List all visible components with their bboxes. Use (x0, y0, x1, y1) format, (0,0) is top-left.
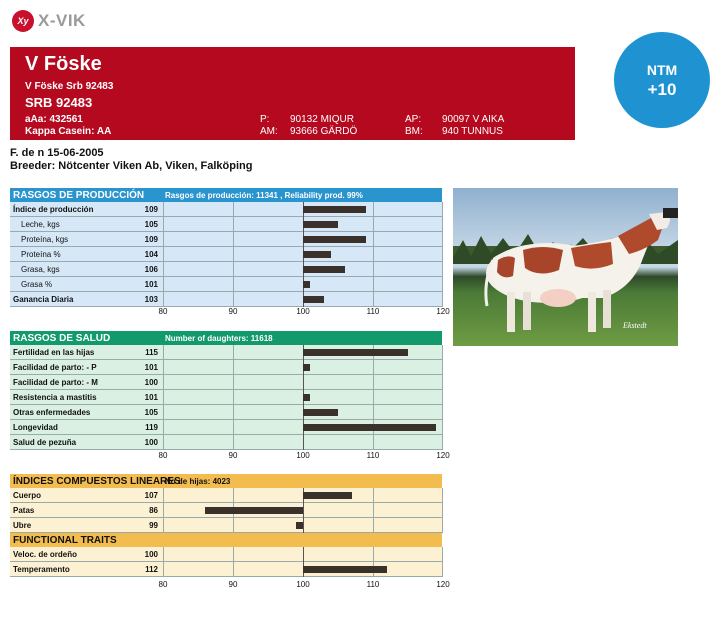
trait-bar (303, 251, 331, 258)
grid-line (163, 277, 164, 292)
grid-line (442, 262, 443, 277)
grid-line (373, 202, 374, 217)
linear-header (10, 474, 442, 488)
trait-value: 100 (144, 550, 158, 559)
trait-plot (163, 390, 443, 405)
trait-value: 100 (144, 378, 158, 387)
trait-bar (303, 364, 310, 371)
health-scale (10, 451, 450, 463)
trait-bar (303, 206, 366, 213)
grid-line (233, 488, 234, 503)
trait-row-veloc-de-ordeno (10, 547, 442, 562)
grid-line (163, 420, 164, 435)
grid-line (442, 277, 443, 292)
trait-value: 100 (144, 438, 158, 447)
trait-value: 106 (144, 265, 158, 274)
grid-line (163, 217, 164, 232)
trait-plot (163, 503, 443, 518)
production-title: RASGOS DE PRODUCCIÓN (13, 189, 145, 201)
grid-line (163, 375, 164, 390)
grid-line (233, 375, 234, 390)
grid-line (442, 202, 443, 217)
grid-line (233, 292, 234, 307)
grid-line (442, 547, 443, 562)
grid-line (233, 345, 234, 360)
grid-line (373, 390, 374, 405)
x-vik-logo-mark: Xy (12, 10, 34, 32)
health-title: RASGOS DE SALUD (13, 332, 111, 344)
trait-bar (303, 409, 338, 416)
trait-bar (303, 492, 352, 499)
trait-plot (163, 345, 443, 360)
trait-row-resistencia-a-mastitis (10, 390, 442, 405)
birth-date: F. de n 15-06-2005 (10, 147, 104, 159)
grid-line (442, 562, 443, 577)
animal-subname: V Föske Srb 92483 (25, 81, 114, 92)
linear-info: No de hijas: 4023 (165, 476, 231, 486)
trait-row-longevidad (10, 420, 442, 435)
grid-line (163, 503, 164, 518)
health-section (10, 331, 442, 450)
grid-line (442, 518, 443, 533)
grid-line (163, 390, 164, 405)
ntm-badge (614, 32, 710, 128)
trait-label: Leche, kgs (21, 220, 60, 229)
functional-header (10, 533, 442, 547)
linear-scale (10, 580, 450, 592)
grid-line (442, 503, 443, 518)
trait-bar (303, 221, 338, 228)
trait-label: Ubre (13, 521, 32, 530)
trait-row-grasa-kgs (10, 262, 442, 277)
grid-line (442, 232, 443, 247)
trait-value: 109 (144, 205, 158, 214)
trait-label: Proteína, kgs (21, 235, 69, 244)
grid-line (163, 488, 164, 503)
grid-line (442, 345, 443, 360)
grid-line (442, 217, 443, 232)
paternal-grandsire-label: AP: (405, 114, 422, 125)
grid-line (233, 435, 234, 450)
trait-value: 112 (145, 565, 158, 574)
grid-line (163, 562, 164, 577)
grid-line (233, 247, 234, 262)
trait-label: Resistencia a mastitis (13, 393, 97, 402)
grid-line (442, 292, 443, 307)
trait-label: Facilidad de parto: - M (13, 378, 98, 387)
trait-bar (205, 507, 303, 514)
maternal-grandsire-label: AM: (260, 126, 278, 137)
scale-tick-120: 120 (436, 451, 450, 460)
trait-value: 101 (144, 393, 158, 402)
trait-label: Patas (13, 506, 35, 515)
grid-line (373, 277, 374, 292)
trait-label: Salud de pezuña (13, 438, 77, 447)
grid-line (442, 420, 443, 435)
trait-plot (163, 217, 443, 232)
trait-plot (163, 262, 443, 277)
grid-line (373, 435, 374, 450)
grid-line (303, 547, 304, 562)
grid-line (442, 390, 443, 405)
grid-line (373, 488, 374, 503)
trait-label: Veloc. de ordeño (13, 550, 78, 559)
x-vik-logo (12, 10, 86, 32)
grid-line (373, 262, 374, 277)
trait-bar (303, 566, 387, 573)
trait-value: 115 (145, 348, 158, 357)
ntm-value: +10 (647, 80, 677, 99)
trait-plot (163, 375, 443, 390)
trait-value: 86 (149, 506, 158, 515)
production-scale (10, 307, 450, 319)
grid-line (163, 292, 164, 307)
grid-line (373, 547, 374, 562)
trait-row-proteina-kgs (10, 232, 442, 247)
animal-aaa: aAa: 432561 (25, 114, 83, 125)
grid-line (163, 405, 164, 420)
health-info: Number of daughters: 11618 (165, 333, 273, 343)
photo-signature: Ekstedt (623, 321, 647, 330)
trait-value: 101 (144, 280, 158, 289)
trait-plot (163, 202, 443, 217)
trait-bar (303, 424, 436, 431)
grid-line (233, 202, 234, 217)
breeder-info: Breeder: Nötcenter Viken Ab, Viken, Falköping (10, 160, 253, 172)
animal-kappa-casein: Kappa Casein: AA (25, 126, 112, 137)
grid-line (163, 435, 164, 450)
trait-value: 119 (145, 423, 158, 432)
trait-plot (163, 435, 443, 450)
grid-line (233, 232, 234, 247)
grid-line (442, 360, 443, 375)
grid-line (163, 547, 164, 562)
grid-line (163, 247, 164, 262)
scale-tick-120: 120 (436, 307, 450, 316)
scale-tick-100: 100 (296, 580, 310, 589)
trait-plot (163, 518, 443, 533)
grid-line (233, 360, 234, 375)
linear-section (10, 474, 442, 577)
grid-line (442, 435, 443, 450)
trait-value: 99 (149, 521, 158, 530)
trait-bar (296, 522, 303, 529)
trait-label: Otras enfermedades (13, 408, 91, 417)
scale-tick-120: 120 (436, 580, 450, 589)
grid-line (373, 503, 374, 518)
trait-plot (163, 488, 443, 503)
trait-value: 105 (144, 408, 158, 417)
trait-plot (163, 420, 443, 435)
trait-row-salud-de-pezuna (10, 435, 442, 450)
trait-plot (163, 547, 443, 562)
grid-line (303, 503, 304, 518)
grid-line (233, 405, 234, 420)
grid-line (373, 405, 374, 420)
trait-label: Grasa, kgs (21, 265, 60, 274)
scale-tick-80: 80 (158, 580, 168, 589)
trait-label: Grasa % (21, 280, 53, 289)
grid-line (373, 217, 374, 232)
trait-row-ganancia-diaria (10, 292, 442, 307)
production-header (10, 188, 442, 202)
grid-line (163, 232, 164, 247)
trait-row-facilidad-de-parto-m (10, 375, 442, 390)
scale-tick-110: 110 (366, 451, 380, 460)
grid-line (233, 262, 234, 277)
grid-line (442, 488, 443, 503)
grid-line (233, 547, 234, 562)
grid-line (163, 202, 164, 217)
grid-line (233, 518, 234, 533)
maternal-grandsire-value: 93666 GÄRDÖ (290, 126, 358, 137)
trait-label: Temperamento (13, 565, 70, 574)
trait-row-grasa (10, 277, 442, 292)
scale-tick-80: 80 (158, 451, 168, 460)
production-section (10, 188, 442, 307)
trait-plot (163, 292, 443, 307)
cow-illustration (453, 188, 678, 346)
grid-line (163, 262, 164, 277)
trait-bar (303, 394, 310, 401)
ntm-label: NTM (646, 62, 678, 78)
trait-row-otras-enfermedades (10, 405, 442, 420)
grid-line (373, 232, 374, 247)
health-header (10, 331, 442, 345)
scale-tick-100: 100 (296, 451, 310, 460)
production-info: Rasgos de producción: 11341 , Reliability prod. 99% (165, 190, 363, 200)
scale-tick-90: 90 (228, 580, 238, 589)
paternal-grandsire-value: 90097 V AIKA (442, 114, 505, 125)
trait-plot (163, 405, 443, 420)
sire-value: 90132 MIQUR (290, 114, 354, 125)
functional-title: FUNCTIONAL TRAITS (13, 534, 117, 546)
grid-line (373, 518, 374, 533)
grid-line (163, 518, 164, 533)
trait-plot (163, 232, 443, 247)
grid-line (303, 518, 304, 533)
trait-label: Fertilidad en las hijas (13, 348, 95, 357)
trait-label: Facilidad de parto: - P (13, 363, 97, 372)
grid-line (442, 247, 443, 262)
scale-tick-110: 110 (366, 580, 380, 589)
bm-value: 940 TUNNUS (442, 126, 503, 137)
grid-line (163, 360, 164, 375)
trait-bar (303, 296, 324, 303)
grid-line (303, 435, 304, 450)
scale-tick-110: 110 (366, 307, 380, 316)
trait-row-ubre (10, 518, 442, 533)
grid-line (373, 360, 374, 375)
scale-tick-80: 80 (158, 307, 168, 316)
trait-bar (303, 266, 345, 273)
animal-banner (10, 47, 575, 140)
x-vik-logo-text: X-VIK (38, 11, 86, 30)
scale-tick-90: 90 (228, 451, 238, 460)
trait-bar (303, 281, 310, 288)
grid-line (442, 405, 443, 420)
trait-row-temperamento (10, 562, 442, 577)
cow-photo (453, 188, 678, 346)
animal-name: V Föske (25, 53, 102, 75)
scale-tick-90: 90 (228, 307, 238, 316)
trait-value: 109 (144, 235, 158, 244)
trait-row-leche-kgs (10, 217, 442, 232)
trait-label: Proteína % (21, 250, 61, 259)
grid-line (442, 375, 443, 390)
trait-bar (303, 349, 408, 356)
trait-label: Longevidad (13, 423, 58, 432)
scale-tick-100: 100 (296, 307, 310, 316)
linear-title: ÍNDICES COMPUESTOS LINEARES (13, 475, 181, 487)
trait-label: Cuerpo (13, 491, 41, 500)
bm-label: BM: (405, 126, 423, 137)
animal-registration: SRB 92483 (25, 95, 93, 110)
grid-line (373, 292, 374, 307)
trait-row-proteina (10, 247, 442, 262)
grid-line (233, 390, 234, 405)
trait-value: 103 (144, 295, 158, 304)
trait-plot (163, 277, 443, 292)
grid-line (373, 375, 374, 390)
trait-value: 104 (144, 250, 158, 259)
trait-row-cuerpo (10, 488, 442, 503)
trait-plot (163, 360, 443, 375)
trait-plot (163, 247, 443, 262)
grid-line (303, 375, 304, 390)
grid-line (233, 277, 234, 292)
grid-line (233, 217, 234, 232)
trait-row-fertilidad-en-las-hijas (10, 345, 442, 360)
grid-line (233, 562, 234, 577)
trait-row-facilidad-de-parto-p (10, 360, 442, 375)
grid-line (373, 247, 374, 262)
trait-row-patas (10, 503, 442, 518)
trait-value: 105 (144, 220, 158, 229)
trait-label: Ganancia Diaria (13, 295, 74, 304)
trait-bar (303, 236, 366, 243)
trait-value: 101 (144, 363, 158, 372)
trait-value: 107 (144, 491, 158, 500)
grid-line (233, 420, 234, 435)
trait-label: Índice de producción (13, 205, 94, 214)
trait-row-indice-de-produccion (10, 202, 442, 217)
trait-plot (163, 562, 443, 577)
sire-label: P: (260, 114, 270, 125)
grid-line (163, 345, 164, 360)
